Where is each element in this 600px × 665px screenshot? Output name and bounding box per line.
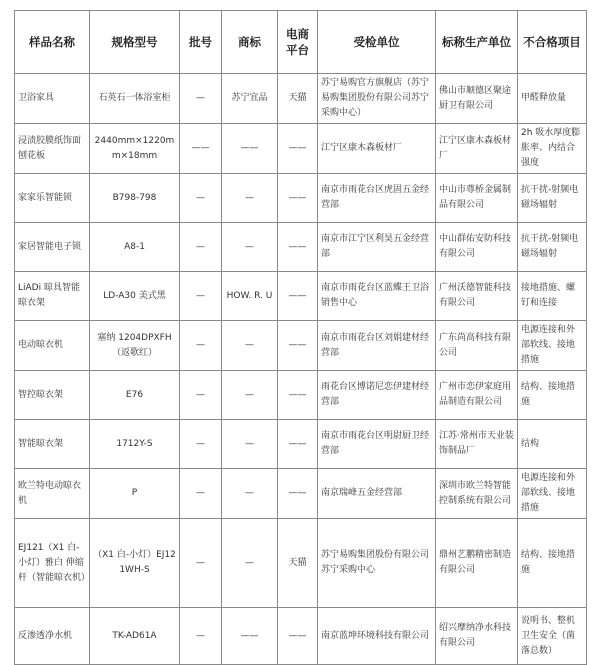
cell-name: 家居智能电子锁	[15, 223, 90, 272]
cell-unit: 雨花台区博诺尼恋伊建材经营部	[318, 371, 436, 420]
cell-platform: ——	[278, 469, 318, 519]
cell-model: （X1 白-小灯）EJ121WH-S	[90, 519, 180, 608]
cell-model: B798-798	[90, 174, 180, 223]
cell-brand: —	[222, 519, 278, 608]
table-row	[15, 124, 587, 174]
cell-name: 反渗透净水机	[15, 608, 90, 665]
cell-name: LiADi 晾具智能晾衣架	[15, 272, 90, 321]
cell-model: LD-A30 美式黑	[90, 272, 180, 321]
cell-manufacturer: 江苏·常州市天业装饰制品厂	[436, 420, 518, 469]
cell-manufacturer: 广州沃德智能科技有限公司	[436, 272, 518, 321]
cell-platform: ——	[278, 272, 318, 321]
header-unit: 受检单位	[318, 11, 436, 74]
results-table	[14, 10, 587, 665]
cell-model: 2440mm×1220mm×18mm	[90, 124, 180, 174]
cell-brand: —	[222, 321, 278, 371]
cell-platform: ——	[278, 608, 318, 665]
cell-batch: —	[180, 371, 222, 420]
cell-batch: —	[180, 74, 222, 124]
cell-unit: 南京市雨花台区虎固五金经营部	[318, 174, 436, 223]
cell-failed-item: 甲醛释放量	[518, 74, 587, 124]
cell-manufacturer: 江宁区康木森板材厂	[436, 124, 518, 174]
cell-name: 浸渍胶膜纸饰面刨花板	[15, 124, 90, 174]
cell-brand: —	[222, 223, 278, 272]
cell-platform: ——	[278, 321, 318, 371]
cell-failed-item: 抗干扰-射频电磁场辐射	[518, 174, 587, 223]
header-failed-item: 不合格项目	[518, 11, 587, 74]
table-row	[15, 272, 587, 321]
cell-manufacturer: 中山市尊桥金属制品有限公司	[436, 174, 518, 223]
cell-failed-item: 结构	[518, 420, 587, 469]
cell-platform: ——	[278, 420, 318, 469]
cell-failed-item: 接地措施、螺钉和连接	[518, 272, 587, 321]
header-platform: 电商平台	[278, 11, 318, 74]
cell-failed-item: 2h 吸水厚度膨胀率、内结合强度	[518, 124, 587, 174]
cell-failed-item: 电源连接和外部软线、接地措施	[518, 321, 587, 371]
cell-model: E76	[90, 371, 180, 420]
cell-batch: —	[180, 223, 222, 272]
cell-brand: HOW. R. U	[222, 272, 278, 321]
cell-model: A8-1	[90, 223, 180, 272]
cell-unit: 南京瑞峰五金经营部	[318, 469, 436, 519]
header-model: 规格型号	[90, 11, 180, 74]
cell-unit: 南京市江宁区利昊五金经营部	[318, 223, 436, 272]
cell-platform: ——	[278, 174, 318, 223]
cell-brand: ——	[222, 608, 278, 665]
table-row	[15, 74, 587, 124]
cell-brand: 苏宁宜品	[222, 74, 278, 124]
cell-batch: —	[180, 608, 222, 665]
cell-name: 智能晾衣架	[15, 420, 90, 469]
cell-brand: ——	[222, 124, 278, 174]
cell-manufacturer: 鼎州艺鹏精密制造有限公司	[436, 519, 518, 608]
table-row	[15, 420, 587, 469]
cell-platform: ——	[278, 124, 318, 174]
cell-name: 家家乐智能锁	[15, 174, 90, 223]
cell-manufacturer: 广州市恋伊家庭用品制造有限公司	[436, 371, 518, 420]
cell-unit: 苏宁易购官方旗舰店（苏宁易购集团股份有限公司苏宁采购中心）	[318, 74, 436, 124]
cell-name: 卫浴家具	[15, 74, 90, 124]
cell-platform: 天猫	[278, 519, 318, 608]
cell-batch: —	[180, 321, 222, 371]
cell-model: 塞纳 1204DPXFH（返歌红）	[90, 321, 180, 371]
cell-model: 1712Y-S	[90, 420, 180, 469]
cell-name: 电动晾衣机	[15, 321, 90, 371]
cell-name: EJ121（X1 白-小灯）雅白 伸缩杆（智能晾衣机）	[15, 519, 90, 608]
header-manufacturer: 标称生产单位	[436, 11, 518, 74]
cell-platform: 天猫	[278, 74, 318, 124]
cell-batch: —	[180, 469, 222, 519]
cell-manufacturer: 广东尚高科技有限公司	[436, 321, 518, 371]
cell-failed-item: 说明书、整机卫生安全（菌落总数）	[518, 608, 587, 665]
cell-model: 石英石一体浴室柜	[90, 74, 180, 124]
table-row	[15, 321, 587, 371]
cell-platform: ——	[278, 223, 318, 272]
cell-manufacturer: 深圳市欧兰特智能控制系统有限公司	[436, 469, 518, 519]
cell-batch: —	[180, 420, 222, 469]
header-brand: 商标	[222, 11, 278, 74]
table-row	[15, 469, 587, 519]
cell-failed-item: 结构、接地措施	[518, 371, 587, 420]
cell-failed-item: 抗干扰-射频电磁场辐射	[518, 223, 587, 272]
cell-unit: 苏宁易购集团股份有限公司苏宁采购中心	[318, 519, 436, 608]
cell-batch: —	[180, 272, 222, 321]
cell-manufacturer: 绍兴摩纳净水科技有限公司	[436, 608, 518, 665]
cell-failed-item: 结构、接地措施	[518, 519, 587, 608]
cell-brand: —	[222, 469, 278, 519]
table-row	[15, 371, 587, 420]
cell-unit: 南京蓝坤环境科技有限公司	[318, 608, 436, 665]
cell-batch: —	[180, 174, 222, 223]
header-row	[15, 11, 587, 74]
cell-batch: ——	[180, 124, 222, 174]
cell-name: 欧兰特电动晾衣机	[15, 469, 90, 519]
table-row	[15, 608, 587, 665]
cell-model: TK-AD61A	[90, 608, 180, 665]
cell-unit: 南京市雨花台区蓝蝶王卫浴销售中心	[318, 272, 436, 321]
header-batch: 批号	[180, 11, 222, 74]
cell-batch: —	[180, 519, 222, 608]
cell-brand: —	[222, 371, 278, 420]
cell-unit: 南京市雨花台区刘娟建材经营部	[318, 321, 436, 371]
table-row	[15, 223, 587, 272]
cell-platform: ——	[278, 371, 318, 420]
cell-unit: 南京市雨花台区明尉厨卫经营部	[318, 420, 436, 469]
cell-failed-item: 电源连接和外部软线、接地措施	[518, 469, 587, 519]
cell-brand: —	[222, 174, 278, 223]
table-row	[15, 174, 587, 223]
cell-unit: 江宁区康木森板材厂	[318, 124, 436, 174]
table-row	[15, 519, 587, 608]
header-name: 样品名称	[15, 11, 90, 74]
results-table-container	[14, 10, 586, 665]
cell-name: 智控晾衣架	[15, 371, 90, 420]
cell-manufacturer: 中山群佑安防科技有限公司	[436, 223, 518, 272]
cell-manufacturer: 佛山市顺德区聚途厨卫有限公司	[436, 74, 518, 124]
cell-brand: —	[222, 420, 278, 469]
cell-model: P	[90, 469, 180, 519]
